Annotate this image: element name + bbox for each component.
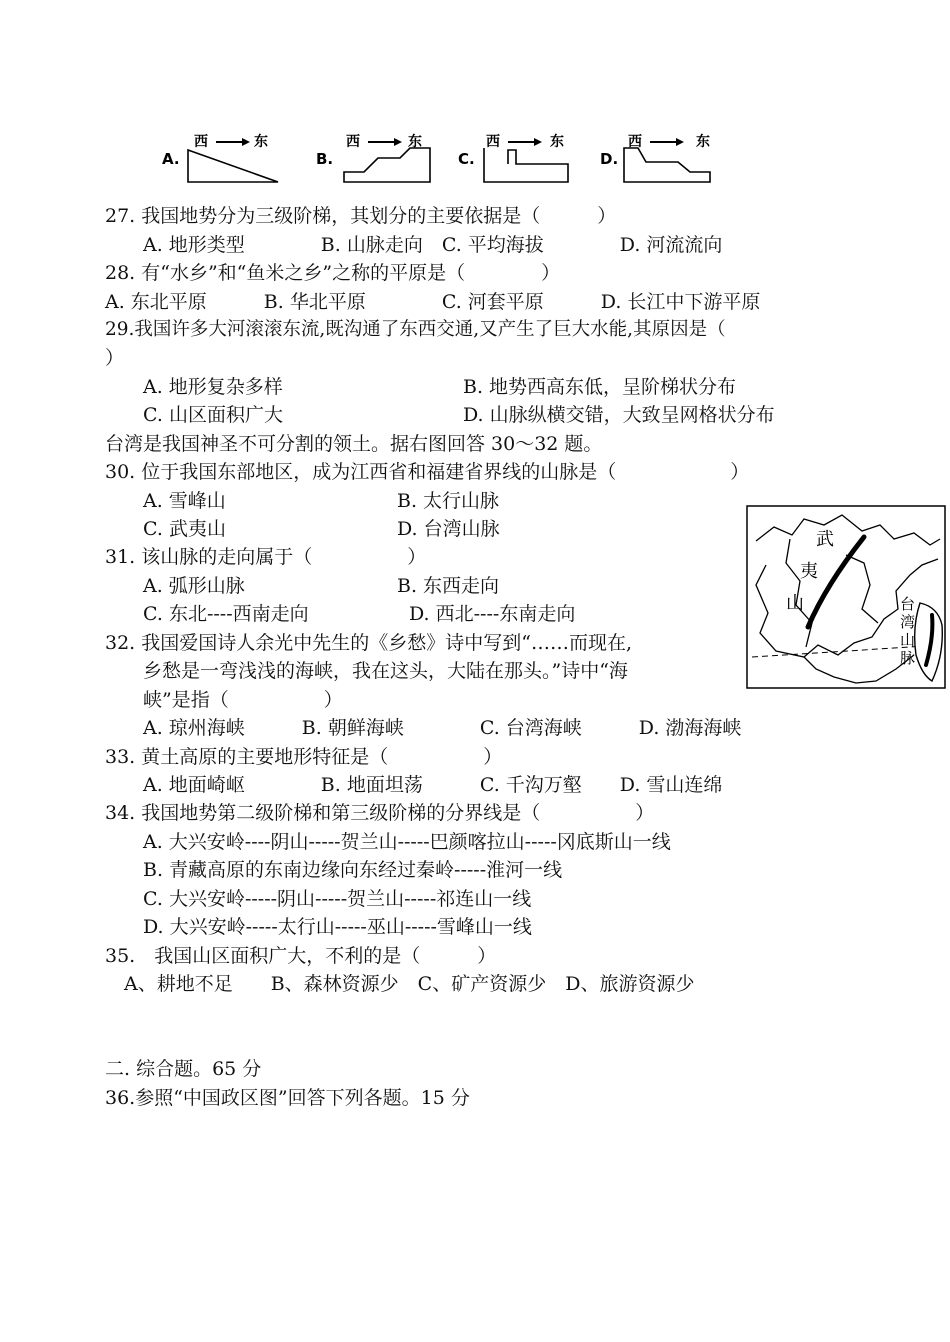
q30-option-b: B. 太行山脉 [397,490,500,512]
intro-30-32: 台湾是我国神圣不可分割的领土。据右图回答 30～32 题。 [105,433,603,455]
profile-b-west: 西 [346,134,360,150]
label-wan: 湾 [900,613,916,631]
profile-b-shape [344,148,430,182]
profile-c-west: 西 [486,134,500,150]
profile-b [316,133,430,182]
profile-c-letter: C. [458,150,475,168]
profile-d [600,133,710,182]
q32-line3: 峡”是指（ ） [105,689,343,711]
q30-stem: 30. 位于我国东部地区，成为江西省和福建省界线的山脉是（ ） [105,461,750,483]
q31-option-b: B. 东西走向 [397,575,500,597]
q33-options: A. 地面崎岖 B. 地面坦荡 C. 千沟万壑 D. 雪山连绵 [105,774,723,796]
q34-option-d: D. 大兴安岭-----太行山-----巫山-----雪峰山一线 [105,916,532,938]
q35-stem: 35. 我国山区面积广大，不利的是（ ） [105,945,497,967]
q29-stem-close: ） [105,347,125,369]
profile-b-east: 东 [408,134,422,150]
profile-c-shape [484,148,568,182]
profile-d-east: 东 [696,134,710,150]
q33-stem: 33. 黄土高原的主要地形特征是（ ） [105,746,503,768]
profile-b-letter: B. [316,150,334,168]
q27-stem: 27. 我国地势分为三级阶梯，其划分的主要依据是（ ） [105,205,617,227]
q28-stem: 28. 有“水乡”和“鱼米之乡”之称的平原是（ ） [105,262,561,284]
wuyi-taiwan-map [746,505,946,689]
profile-a-shape [188,150,278,182]
q30-option-c: C. 武夷山 [105,518,226,540]
q29-stem: 29.我国许多大河滚滚东流,既沟通了东西交通,又产生了巨大水能,其原因是（ [105,319,726,340]
label-wu: 武 [816,529,834,550]
q32-line1: 32. 我国爱国诗人余光中先生的《乡愁》诗中写到“……而现在, [105,632,633,654]
profile-a-west: 西 [194,134,208,150]
q35-options: A、耕地不足 B、森林资源少 C、矿产资源少 D、旅游资源少 [105,973,695,995]
label-mai: 脉 [900,649,916,667]
profile-a-east: 东 [254,134,268,150]
label-shan: 山 [786,593,804,614]
q29-option-b: B. 地势西高东低，呈阶梯状分布 [463,376,737,398]
q32-line2: 乡愁是一弯浅浅的海峡，我在这头，大陆在那头。”诗中“海 [105,660,628,682]
terrain-profile-options [150,120,730,190]
profile-a-letter: A. [162,150,180,168]
label-taiwan-shan: 山 [900,631,916,649]
q34-option-b: B. 青藏高原的东南边缘向东经过秦岭-----淮河一线 [105,859,563,881]
q34-option-a: A. 大兴安岭----阴山-----贺兰山-----巴颜喀拉山-----冈底斯山一线 [105,831,671,853]
profile-a [162,133,278,182]
q32-options: A. 琼州海峡 B. 朝鲜海峡 C. 台湾海峡 D. 渤海海峡 [105,717,742,739]
q30-option-d: D. 台湾山脉 [397,518,500,540]
q30-option-a: A. 雪峰山 [105,490,226,512]
q31-option-d: D. 西北----东南走向 [409,603,576,625]
profile-d-west: 西 [628,134,642,150]
label-yi: 夷 [800,561,818,582]
profile-c [458,133,568,182]
q29-option-a: A. 地形复杂多样 [105,376,283,398]
q31-option-a: A. 弧形山脉 [105,575,245,597]
q36-stem: 36.参照“中国政区图”回答下列各题。15 分 [105,1087,470,1109]
section-2-title: 二. 综合题。65 分 [105,1058,262,1080]
profile-d-shape [624,148,710,182]
q34-option-c: C. 大兴安岭-----阴山-----贺兰山-----祁连山一线 [105,888,532,910]
q29-option-c: C. 山区面积广大 [105,404,283,426]
q34-stem: 34. 我国地势第二级阶梯和第三级阶梯的分界线是（ ） [105,802,655,824]
profile-d-letter: D. [600,150,619,168]
q27-options: A. 地形类型 B. 山脉走向 C. 平均海拔 D. 河流流向 [105,234,723,256]
q31-option-c: C. 东北----西南走向 [105,603,309,625]
q29-option-d: D. 山脉纵横交错，大致呈网格状分布 [463,404,775,426]
label-tai: 台 [900,595,916,613]
q28-options: A. 东北平原 B. 华北平原 C. 河套平原 D. 长江中下游平原 [105,291,761,313]
profile-c-east: 东 [550,134,564,150]
q31-stem: 31. 该山脉的走向属于（ ） [105,546,427,568]
